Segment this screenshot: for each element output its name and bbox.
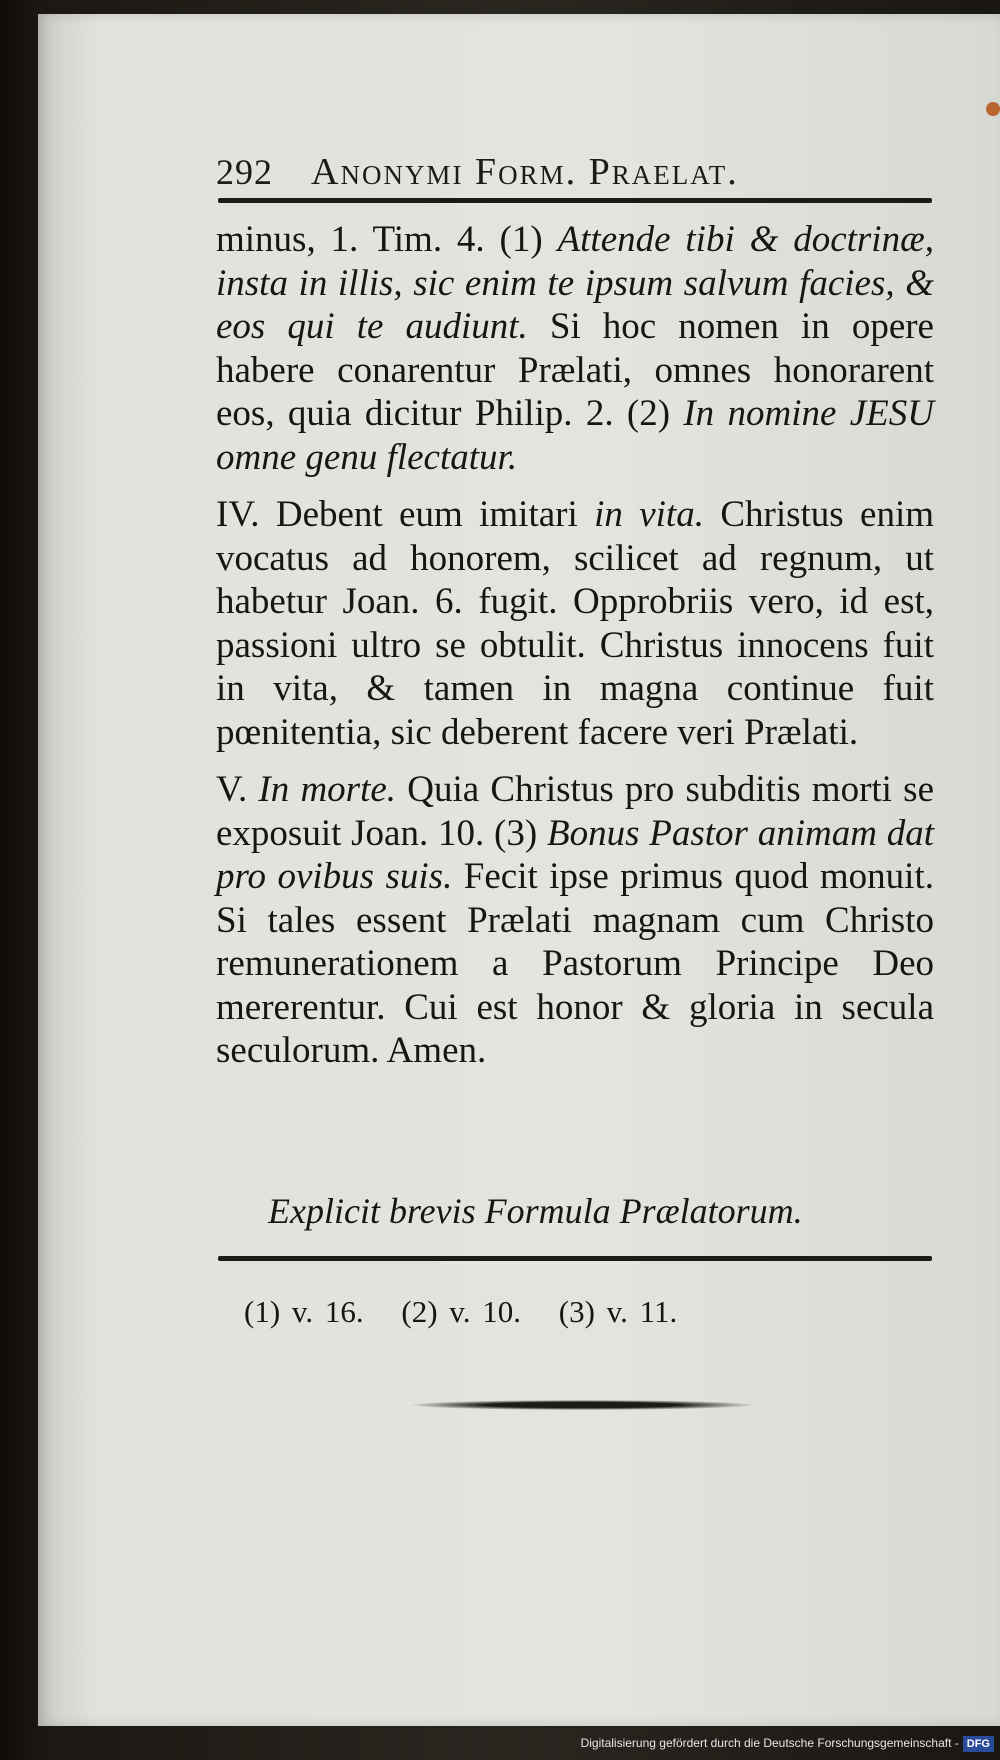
footnote-1: (1) v. 16. — [244, 1294, 364, 1329]
page-number: 292 — [216, 152, 273, 192]
section-v-topic: In morte. — [258, 769, 397, 810]
section-iv-topic: in vita. — [594, 494, 704, 535]
section-v-lead: V. — [216, 769, 259, 810]
tailpiece-ornament — [412, 1400, 752, 1410]
paragraph-iv: IV. Debent eum imitari in vita. Christus enim vocatus ad honorem, scilicet ad regnum, ut habetur Joan. 6. fugit. Opprobriis vero, id est, passioni ultro se obtulit. Christus innocens fuit in vita, & tamen in magna continue fuit pœnitentia, sic deberent facere veri Prælati. — [216, 494, 935, 753]
footnote-2: (2) v. 10. — [401, 1294, 522, 1329]
quote-philippians: In nomine JESU omne genu flectatur. — [216, 393, 934, 478]
explicit-line: Explicit brevis Formula Prælatorum. — [268, 1191, 803, 1231]
header-rule — [218, 198, 932, 203]
section-iv-lead: IV. Debent eum imitari — [216, 494, 595, 535]
quote-timothy: Attende tibi & doctrinæ, insta in illis, sic enim te ipsum salvum facies, & eos qui te audiunt. — [216, 219, 935, 347]
paragraph-1: minus, 1. Tim. 4. (1) Attende tibi & doctrinæ, insta in illis, sic enim te ipsum salvum facies, & eos qui te audiunt. Si hoc nomen in opere habere conarentur Prælati, omnes honorarent eos, quia dicitur Philip. 2. (2) In nomine JESU omne genu flectatur. — [216, 219, 935, 478]
dfg-logo: DFG — [963, 1736, 994, 1752]
running-header — [216, 150, 936, 194]
running-title: Anonymi Form. Praelat. — [311, 151, 739, 193]
footnotes — [244, 1294, 844, 1330]
color-marker-dot — [986, 102, 1000, 116]
digitization-footer — [581, 1732, 994, 1754]
paragraph-v: V. In morte. Quia Christus pro subditis morti se exposuit Joan. 10. (3) Bonus Pastor animam dat pro ovibus suis. Fecit ipse primus quod monuit. Si tales essent Prælati magnam cum Christo remunerationem a Pastorum Principe Deo mererentur. Cui est honor & gloria in secula seculorum. Amen. — [216, 769, 934, 1071]
main-text — [216, 218, 934, 1073]
footnote-rule — [218, 1256, 932, 1261]
footnote-3: (3) v. 11. — [558, 1294, 678, 1329]
footer-credit: Digitalisierung gefördert durch die Deutsche Forschungsgemeinschaft - — [580, 1736, 959, 1750]
quote-john: Bonus Pastor animam dat pro ovibus suis. — [216, 812, 934, 897]
